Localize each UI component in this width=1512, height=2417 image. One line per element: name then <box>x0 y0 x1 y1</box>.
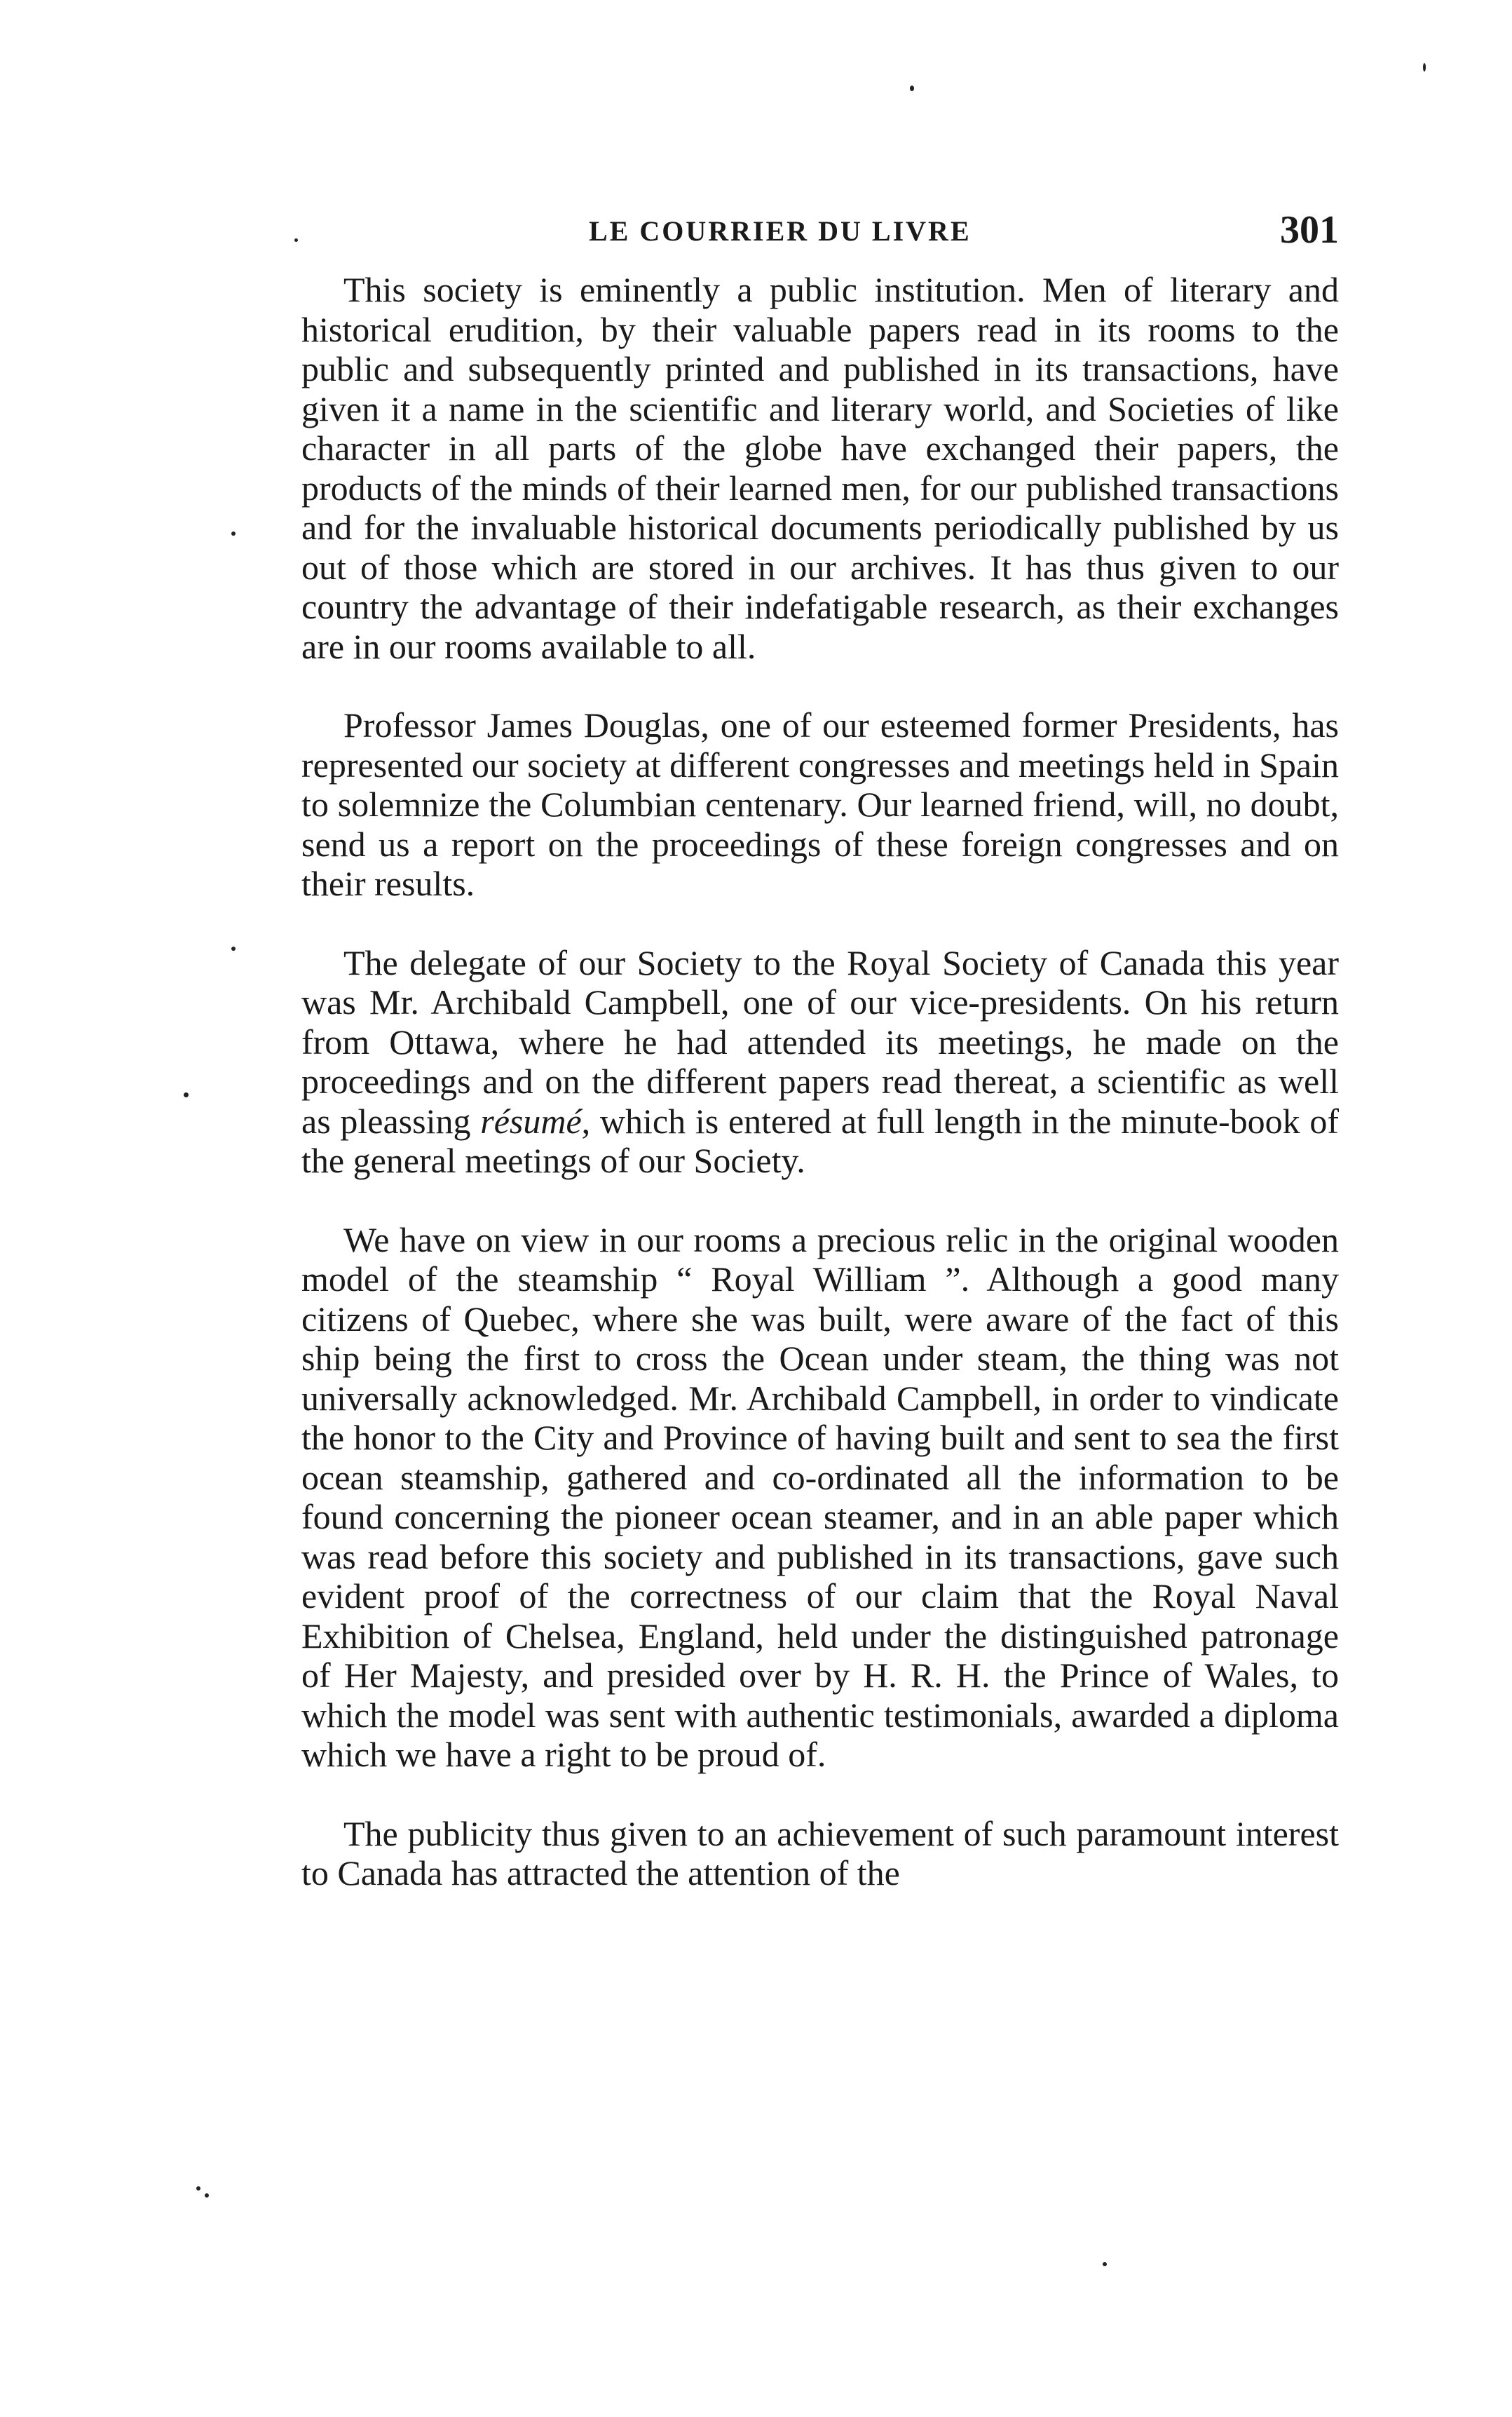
print-speck <box>910 86 914 91</box>
paragraph-society-institution: This society is eminently a public institution. Men of literary and historical erudition, by their valuable papers read in its rooms to the public and subsequently printed and published in its transactions, have given it a name in the scientific and literary world, and Societies of like character in all parts of the globe have exchanged their papers, the products of the minds of their learned men, for our published transactions and for the invaluable historical documents periodically published by us out of those which are stored in our archives. It has thus given to our country the advantage of their indefatigable research, as their exchanges are in our rooms available to all. <box>301 270 1339 666</box>
print-speck <box>196 2186 200 2191</box>
page-number: 301 <box>1280 208 1339 252</box>
page-header <box>301 208 1339 257</box>
print-speck <box>231 947 236 951</box>
print-speck <box>1103 2262 1107 2266</box>
body-text <box>301 270 1339 1893</box>
print-speck <box>294 238 298 242</box>
paragraph-delegate-text-start: The delegate of our Society to the Royal Society of Canada this year was Mr. Archibald Campbell, one of our vice-presidents. On his return from Ottawa, where he had attended its meetings, he made on the proceedings and on the different papers read thereat, a scientific as well as pleassing <box>301 942 1339 1141</box>
paragraph-royal-william-model: We have on view in our rooms a precious relic in the original wooden model of the steamship “ Royal William ”. Although a good many citizens of Quebec, where she was built, were aware of the fact of this ship being the first to cross the Ocean under steam, the thing was not universally acknowledged. Mr. Archibald Campbell, in order to vindicate the honor to the City and Province of having built and sent to sea the first ocean steamship, gathered and co-ordinated all the information to be found concerning the pioneer ocean steamer, and in an able paper which was read before this society and published in its transactions, gave such evident proof of the correctness of our claim that the Royal Naval Exhibition of Chelsea, England, held under the distinguished patronage of Her Majesty, and presided over by H. R. H. the Prince of Wales, to which the model was sent with authentic testimonials, awarded a diploma which we have a right to be proud of. <box>301 1219 1339 1774</box>
paragraph-royal-society-delegate <box>301 943 1339 1181</box>
print-speck <box>1423 63 1426 72</box>
print-speck <box>184 1092 189 1097</box>
paragraph-delegate-text-end: , which is entered at full length in the minute-book of the general meetings of our Society. <box>301 1101 1339 1180</box>
paragraph-delegate-italic: résumé <box>480 1101 582 1141</box>
print-speck <box>231 532 236 536</box>
paragraph-publicity: The publicity thus given to an achievement of such paramount interest to Canada has attracted the attention of the <box>301 1813 1339 1893</box>
running-head: LE COURRIER DU LIVRE <box>589 215 972 247</box>
print-speck <box>205 2193 209 2198</box>
paragraph-professor-douglas: Professor James Douglas, one of our esteemed former Presidents, has represented our society at different congresses and meetings held in Spain to solemnize the Columbian centenary. Our learned friend, will, no doubt, send us a report on the proceedings of these foreign congresses and on their results. <box>301 705 1339 903</box>
